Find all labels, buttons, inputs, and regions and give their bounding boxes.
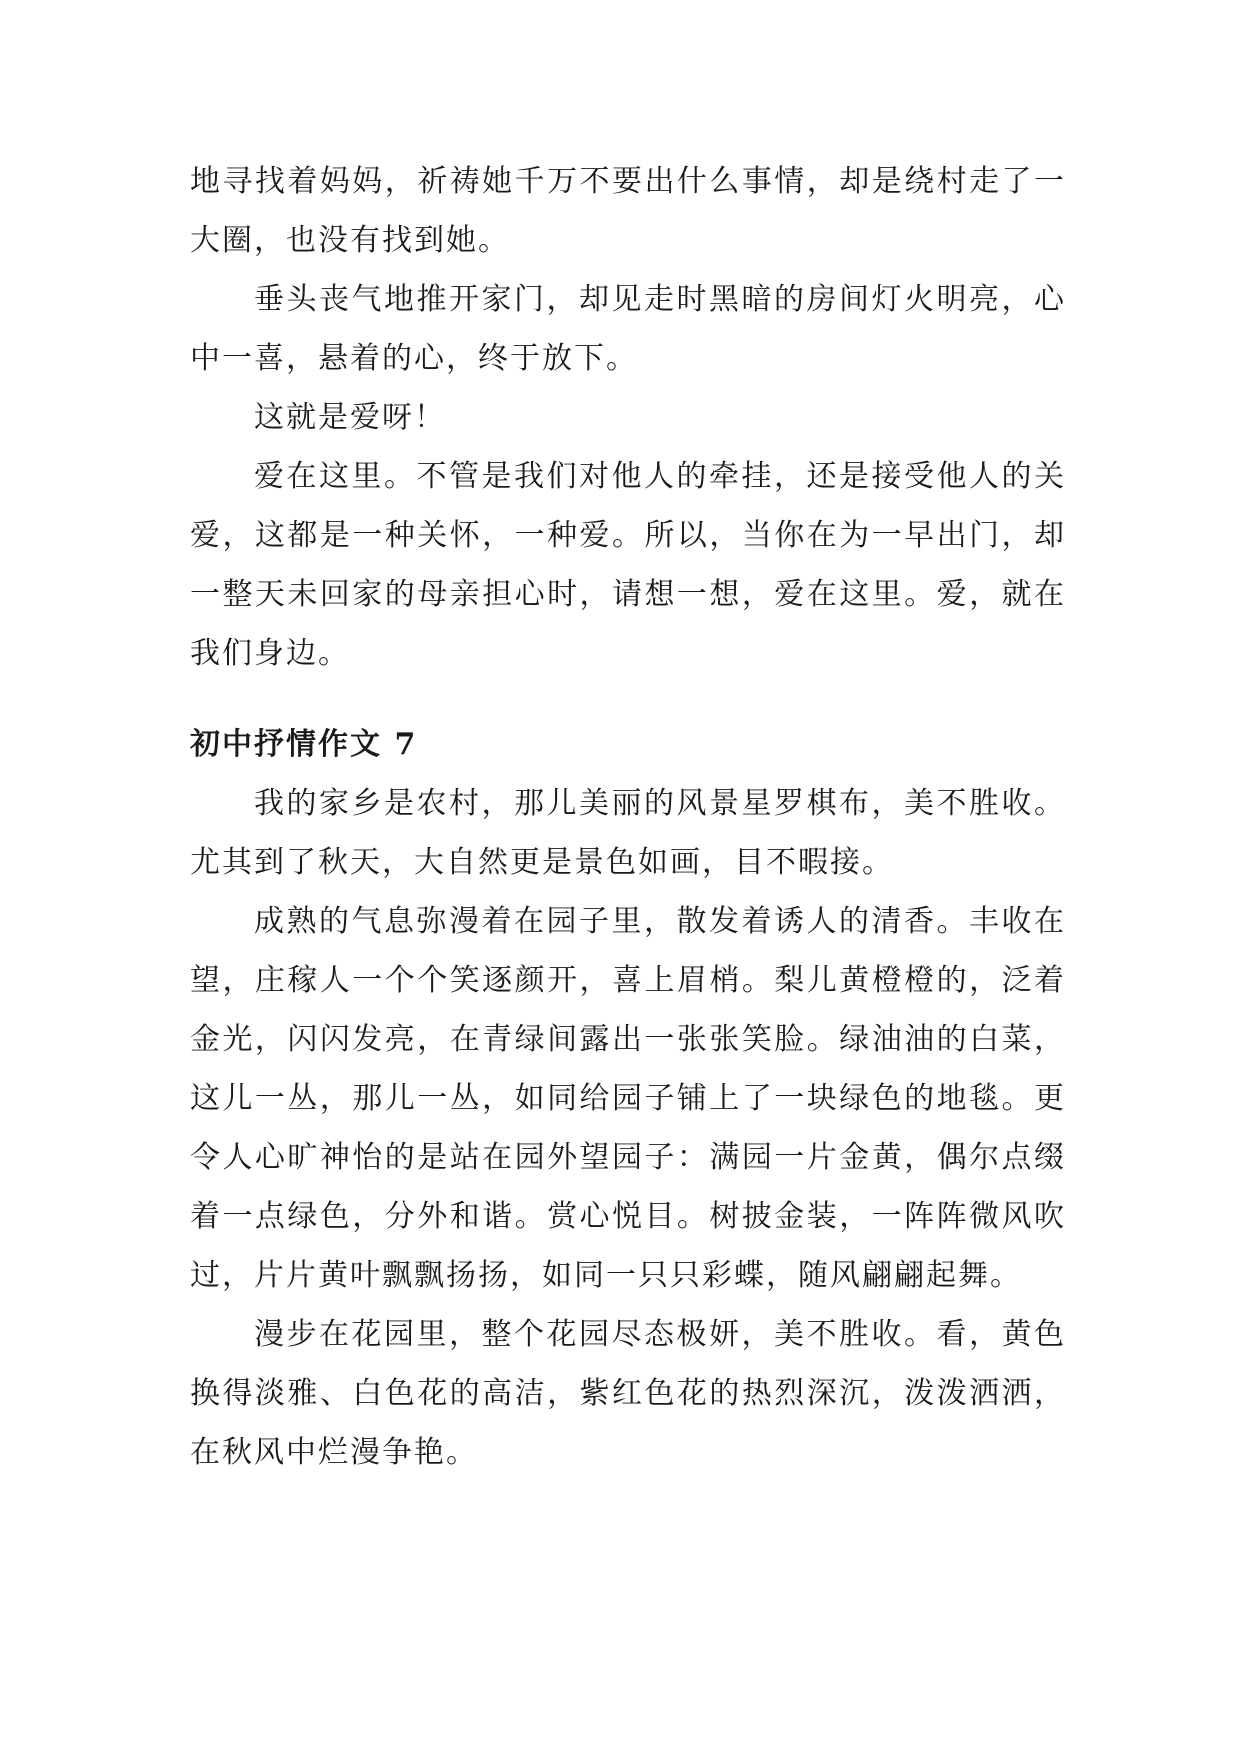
paragraph: 爱在这里。不管是我们对他人的牵挂，还是接受他人的关爱，这都是一种关怀，一种爱。所以，当你在为一早出门，却一整天未回家的母亲担心时，请想一想，爱在这里。爱，就在我们身边。 [190,459,1066,671]
document-body [190,152,1066,1482]
paragraph: 地寻找着妈妈，祈祷她千万不要出什么事情，却是绕村走了一大圈，也没有找到她。 [190,164,1066,258]
section-title: 初中抒情作文 7 [190,727,418,762]
paragraph: 漫步在花园里，整个花园尽态极妍，美不胜收。看，黄色换得淡雅、白色花的高洁，紫红色花的热烈深沉，泼泼洒洒，在秋风中烂漫争艳。 [190,1317,1066,1470]
paragraph: 我的家乡是农村，那儿美丽的风景星罗棋布，美不胜收。尤其到了秋天，大自然更是景色如画，目不暇接。 [190,786,1066,880]
paragraph: 这就是爱呀！ [254,400,446,435]
paragraph: 成熟的气息弥漫着在园子里，散发着诱人的清香。丰收在望，庄稼人一个个笑逐颜开，喜上眉梢。梨儿黄橙橙的，泛着金光，闪闪发亮，在青绿间露出一张张笑脸。绿油油的白菜，这儿一丛，那儿一丛，如同给园子铺上了一块绿色的地毯。更令人心旷神怡的是站在园外望园子：满园一片金黄，偶尔点缀着一点绿色，分外和谐。赏心悦目。树披金装，一阵阵微风吹过，片片黄叶飘飘扬扬，如同一只只彩蝶，随风翩翩起舞。 [190,904,1066,1293]
paragraph: 垂头丧气地推开家门，却见走时黑暗的房间灯火明亮，心中一喜，悬着的心，终于放下。 [190,282,1066,376]
